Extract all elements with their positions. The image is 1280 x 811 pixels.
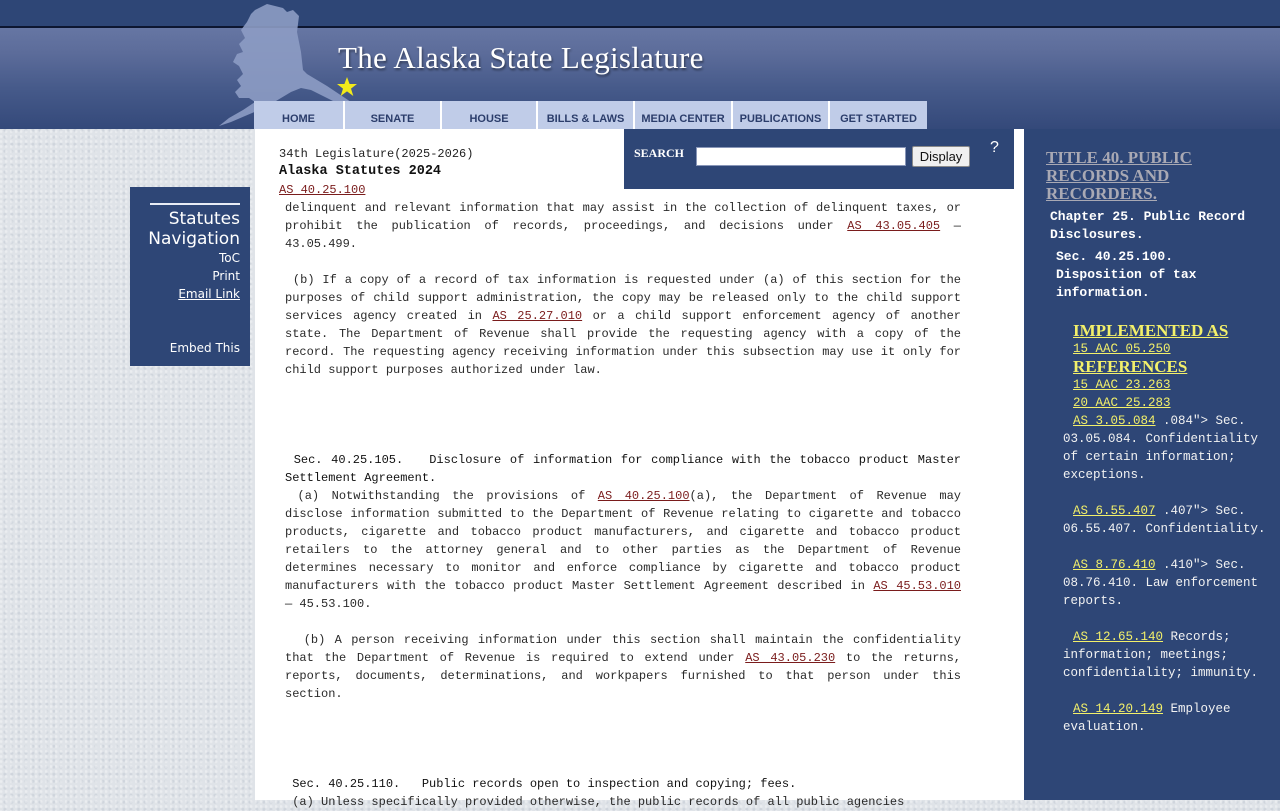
text: — 45.53.100. xyxy=(285,579,969,611)
text: to the returns, reports, documents, determinations, and workpapers furnished to that person under this section. xyxy=(285,651,969,701)
section-heading: Sec. 40.25.110. Public records open to inspection and copying; fees. xyxy=(285,777,797,791)
main-nav xyxy=(254,101,927,129)
nav-tab-label: SENATE xyxy=(370,113,415,125)
display-button[interactable]: Display xyxy=(912,146,970,167)
nav-tab-label: HOUSE xyxy=(469,113,509,125)
paragraph xyxy=(285,487,969,613)
statute-meta xyxy=(279,145,473,199)
site-title[interactable]: The Alaska State Legislature xyxy=(338,40,704,75)
ref-link[interactable]: AS 8.76.410 xyxy=(1073,558,1156,572)
list-item xyxy=(1063,502,1268,538)
paragraph: (a) Unless specifically provided otherwise, the public records of all public agencies xyxy=(285,795,905,809)
text: delinquent and relevant information that may assist in the collection of delinquent taxes, or prohibit the publication of records, proceedings, and decisions under xyxy=(285,201,961,233)
statute-body xyxy=(285,199,969,811)
nav-tab-label: BILLS & LAWS xyxy=(546,113,625,125)
nav-tab-label: GET STARTED xyxy=(840,113,917,125)
ref-desc: .407"> Sec. 06.55.407. Confidentiality. xyxy=(1063,504,1266,536)
title-link[interactable]: TITLE 40. PUBLIC RECORDS AND RECORDERS. xyxy=(1046,148,1192,203)
text: or a child support enforcement agency of another state. The Department of Revenue shall provide the requesting agency with a copy of the record. The requesting agency receiving information under this subsection may use it only for child support purposes authorized under law. xyxy=(285,309,969,377)
list-item xyxy=(1063,376,1268,394)
statute-link[interactable]: AS 43.05.230 xyxy=(745,651,836,665)
nav-divider xyxy=(150,203,240,205)
list-item xyxy=(1063,556,1268,610)
ref-desc: Records; information; meetings; confidentiality; immunity. xyxy=(1063,630,1259,680)
print-link[interactable]: Print xyxy=(212,269,240,283)
section-info-panel xyxy=(1024,129,1280,800)
help-icon[interactable]: ? xyxy=(990,139,999,156)
header-top-band xyxy=(0,0,1280,26)
nav-tab-house[interactable] xyxy=(442,101,538,129)
section-label: Sec. 40.25.100. Disposition of tax information. xyxy=(1056,249,1197,300)
statute-content xyxy=(255,129,1024,809)
nav-tab-label: PUBLICATIONS xyxy=(739,113,822,125)
statute-link[interactable]: AS 43.05.405 xyxy=(847,219,941,233)
nav-tab-publications[interactable] xyxy=(733,101,830,129)
nav-title xyxy=(140,209,240,249)
statute-link[interactable]: AS 45.53.010 xyxy=(873,579,961,593)
ref-link[interactable]: 15 AAC 05.250 xyxy=(1073,342,1171,356)
nav-tab-label: HOME xyxy=(282,113,315,125)
nav-tab-bills-laws[interactable] xyxy=(538,101,635,129)
nav-tab-get-started[interactable] xyxy=(830,101,927,129)
paragraph xyxy=(285,271,969,379)
embed-this-link[interactable]: Embed This xyxy=(169,341,240,355)
ref-desc: .084"> Sec. 03.05.084. Confidentiality of certain information; exceptions. xyxy=(1063,414,1259,482)
nav-title-line2: Navigation xyxy=(148,229,240,249)
legislature-label: 34th Legislature(2025-2026) xyxy=(279,147,474,161)
text: (b) If a copy of a record of tax information is requested under (a) of this section for the purposes of child support administration, the copy may be released only to the child support services agency created in xyxy=(285,273,969,323)
list-item xyxy=(1063,394,1268,412)
list-item xyxy=(1063,628,1268,682)
search-label: SEARCH xyxy=(634,146,685,160)
toc-link[interactable]: ToC xyxy=(218,251,240,265)
references-heading[interactable]: REFERENCES xyxy=(1073,357,1188,376)
section-heading: Sec. 40.25.105. Disclosure of information for compliance with the tobacco product Master Settlement Agreement. xyxy=(285,453,969,485)
nav-tab-media-center[interactable] xyxy=(635,101,733,129)
statutes-title: Alaska Statutes 2024 xyxy=(279,164,442,179)
ref-link[interactable]: AS 12.65.140 xyxy=(1073,630,1164,644)
nav-tab-label: MEDIA CENTER xyxy=(641,113,725,125)
statute-link[interactable]: AS 25.27.010 xyxy=(492,309,583,323)
nav-tab-home[interactable] xyxy=(254,101,345,129)
paragraph xyxy=(285,631,969,703)
list-item xyxy=(1063,700,1268,736)
site-header xyxy=(0,0,1280,129)
implemented-as-heading[interactable]: IMPLEMENTED AS xyxy=(1073,321,1229,340)
current-section-link[interactable]: AS 40.25.100 xyxy=(279,183,366,197)
list-item xyxy=(1063,340,1268,358)
ref-link[interactable]: 15 AAC 23.263 xyxy=(1073,378,1171,392)
ref-link[interactable]: AS 3.05.084 xyxy=(1073,414,1156,428)
statutes-navigation-panel xyxy=(130,187,250,366)
ref-link[interactable]: AS 6.55.407 xyxy=(1073,504,1156,518)
paragraph xyxy=(285,199,961,253)
statute-link[interactable]: AS 40.25.100 xyxy=(597,489,690,503)
ref-link[interactable]: AS 14.20.149 xyxy=(1073,702,1164,716)
chapter-label: Chapter 25. Public Record Disclosures. xyxy=(1050,209,1246,242)
ref-desc: .410"> Sec. 08.76.410. Law enforcement reports. xyxy=(1063,558,1259,608)
text: (a) Notwithstanding the provisions of xyxy=(285,489,598,503)
text: (a), the Department of Revenue may disclose information submitted to the Department of Revenue relating to cigarette and tobacco products, cigarette and tobacco product manufacturers, and cigarette and tobacco product retailers to the attorney general and to other parties as the Department of Revenue determines necessary to monitor and enforce compliance by cigarette and tobacco product manufacturers with the tobacco product Master Settlement Agreement described in xyxy=(285,489,969,593)
nav-title-line1: Statutes xyxy=(168,209,240,229)
search-input[interactable] xyxy=(696,147,906,166)
references-list xyxy=(1063,322,1268,736)
email-link[interactable]: Email Link xyxy=(178,287,240,301)
text: — 43.05.499. xyxy=(285,219,962,251)
text: (b) A person receiving information under this section shall maintain the confidentiality that the Department of Revenue is required to extend under xyxy=(285,633,969,665)
star-icon xyxy=(336,76,358,98)
search-panel xyxy=(624,129,1014,189)
ref-desc: Employee evaluation. xyxy=(1063,702,1231,734)
list-item xyxy=(1063,412,1268,484)
ref-link[interactable]: 20 AAC 25.283 xyxy=(1073,396,1171,410)
nav-tab-senate[interactable] xyxy=(345,101,442,129)
